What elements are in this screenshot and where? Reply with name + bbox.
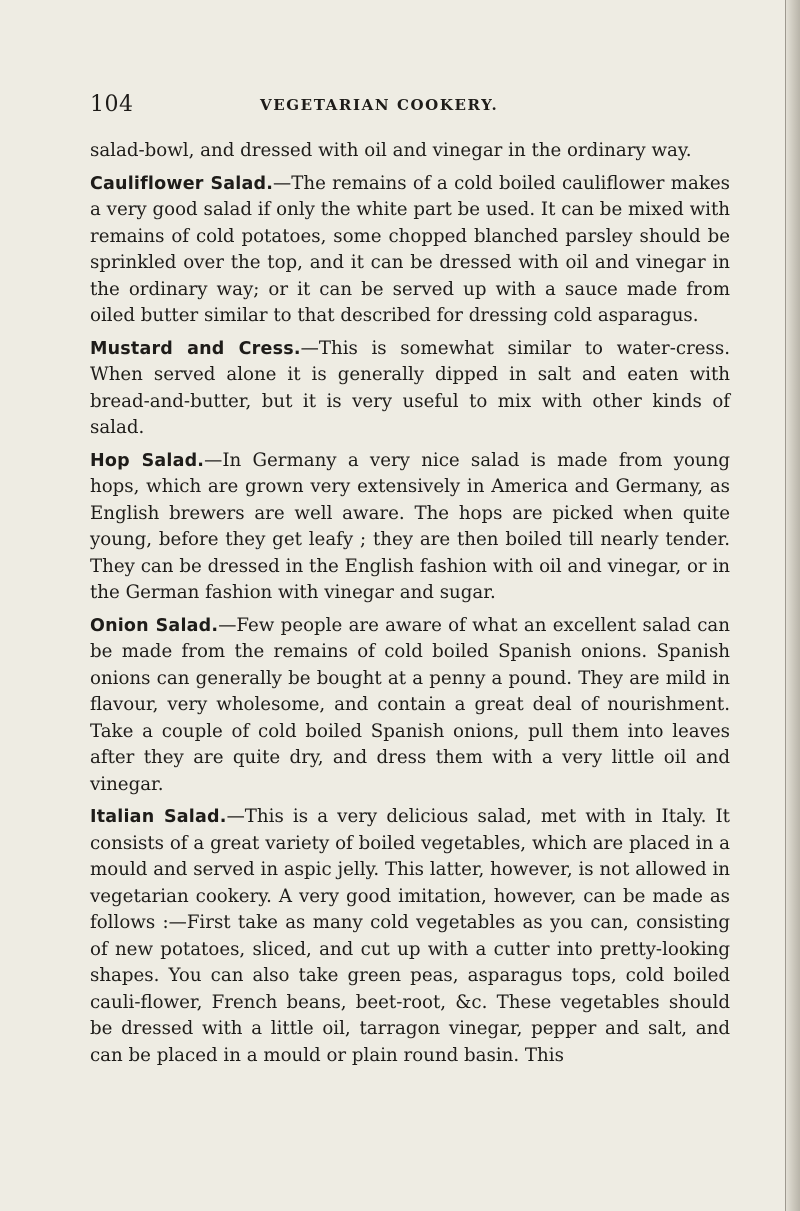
recipe-heading: Mustard and Cress. xyxy=(90,338,301,359)
paragraph-text: salad-bowl, and dressed with oil and vinegar in the ordinary way. xyxy=(90,140,692,161)
recipe-heading: Italian Salad. xyxy=(90,807,227,827)
page-number: 104 xyxy=(90,92,134,117)
page-header xyxy=(90,92,730,122)
page-body xyxy=(90,138,730,1075)
recipe-heading: Cauliflower Salad. xyxy=(90,173,274,194)
paragraph-text: —Few people are aware of what an excellent salad can be made from the remains of cold boiled Spanish onions. Spanish onions can generally be bought at a penny a pound. They are mild in flavour, very wholesome, and contain a great deal of nourishment. Take a couple of cold boiled Spanish onions, pull them into leaves after they are quite dry, and dress them with a very little oil and vinegar. xyxy=(90,614,730,795)
paragraph-cauliflower-salad xyxy=(90,171,730,330)
paragraph-text: —The remains of a cold boiled cauliflower makes a very good salad if only the white part be used. It can be mixed with remains of cold potatoes, some chopped blanched parsley should be sprinkled over the top, and it can be dressed with oil and vinegar in the ordinary way; or it can be served up with a sauce made from oiled butter similar to that described for dressing cold asparagus. xyxy=(90,172,730,326)
running-head: VEGETARIAN COOKERY. xyxy=(260,96,499,114)
paragraph-italian-salad xyxy=(90,804,730,1069)
paragraph-continuation xyxy=(90,138,730,165)
page-edge-shadow xyxy=(785,0,800,1211)
recipe-heading: Hop Salad. xyxy=(90,450,205,471)
paragraph-text: —In Germany a very nice salad is made from young hops, which are grown very extensively in America and Germany, as English brewers are well aware. The hops are picked when quite young, before they get leafy ; they are then boiled till nearly tender. They can be dressed in the English fashion with oil and vinegar, or in the German fashion with vinegar and sugar. xyxy=(90,449,730,603)
paragraph-text: —This is somewhat similar to water-cress. When served alone it is generally dipped in salt and eaten with bread-and-butter, but it is very useful to mix with other kinds of salad. xyxy=(90,337,730,438)
paragraph-onion-salad xyxy=(90,613,730,799)
paragraph-mustard-and-cress xyxy=(90,336,730,442)
recipe-heading: Onion Salad. xyxy=(90,615,219,636)
paragraph-text: —This is a very delicious salad, met with in Italy. It consists of a great variety of boiled vegetables, which are placed in a mould and served in aspic jelly. This latter, however, is not allowed in vegetarian cookery. A very good imitation, however, can be made as follows :—First take as many cold vegetables as you can, consisting of new potatoes, sliced, and cut up with a cutter into pretty-looking shapes. You can also take green peas, asparagus tops, cold boiled cauli-flower, French beans, beet-root, &c. These vegetables should be dressed with a little oil, tarragon vinegar, pepper and salt, and can be placed in a mould or plain round basin. This xyxy=(90,806,730,1066)
paragraph-hop-salad xyxy=(90,448,730,607)
